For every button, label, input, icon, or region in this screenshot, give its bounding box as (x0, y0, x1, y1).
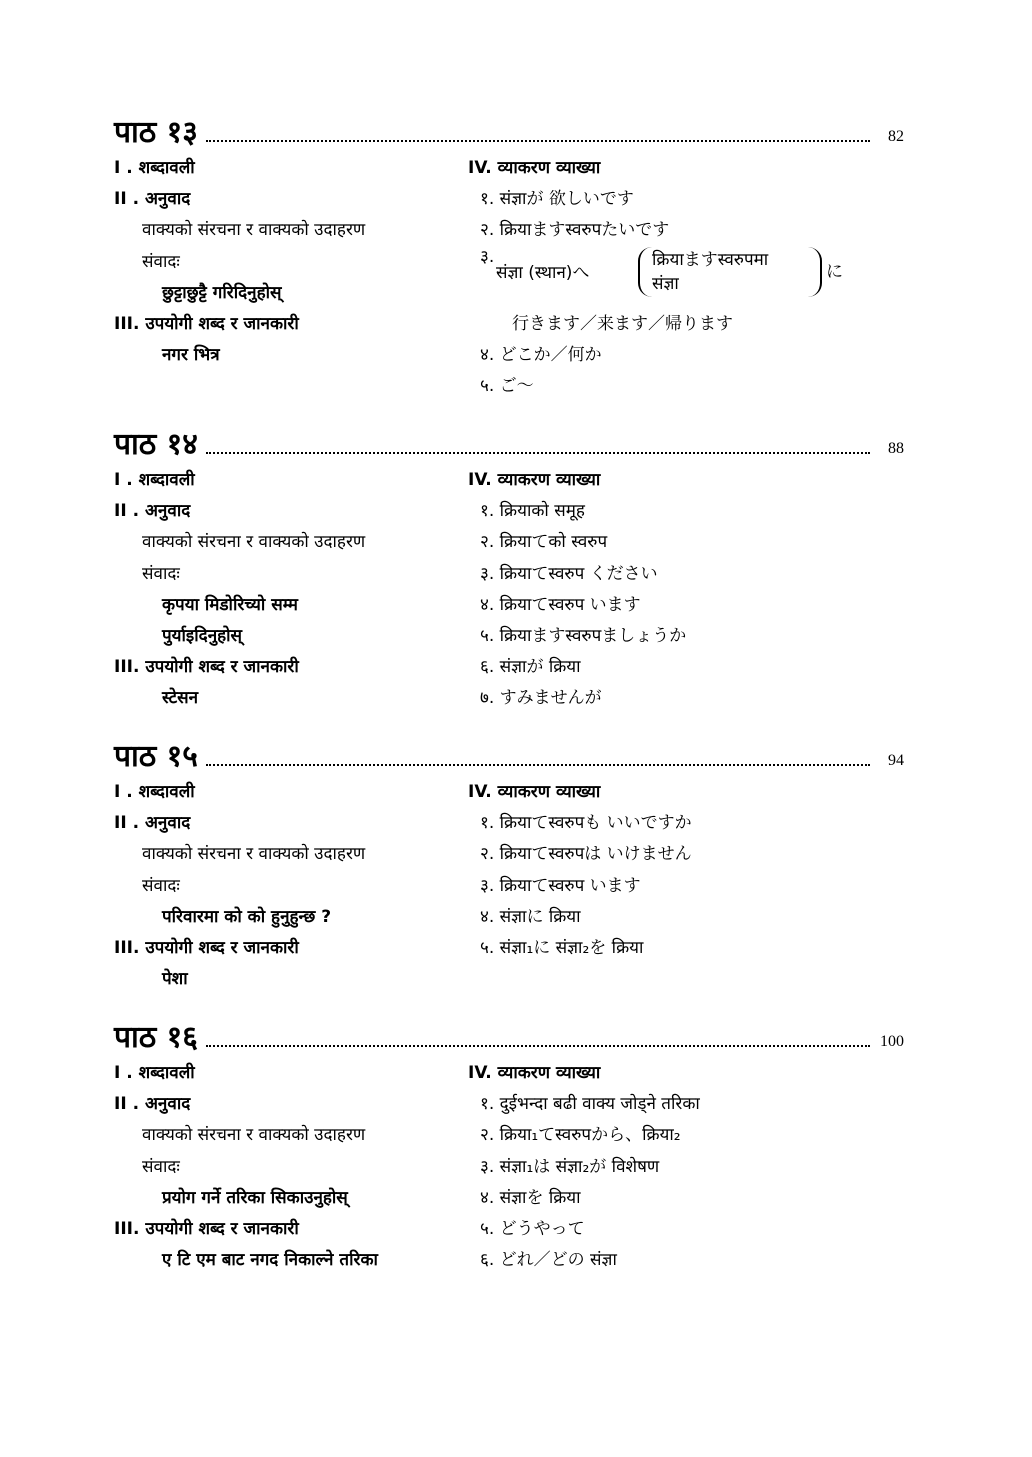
dialogue-label: संवादः (142, 875, 180, 896)
grammar-item: १. क्रियाको समूह (480, 501, 585, 522)
sentence-structure-item: वाक्यको संरचना र वाक्यको उदाहरण (142, 844, 366, 865)
grammar-heading: IV. व्याकरण व्याख्या (468, 1063, 601, 1083)
translation-item: II . अनुवाद (114, 1094, 191, 1115)
grammar-item: ४. संज्ञाを क्रिया (480, 1187, 581, 1208)
grammar-item: १. क्रियाてस्वरुपも いいですか (480, 813, 692, 834)
dialogue-label: संवादः (142, 1156, 180, 1177)
vocabulary-item: I . शब्दावली (114, 782, 195, 802)
sentence-structure-item: वाक्यको संरचना र वाक्यको उदाहरण (142, 1125, 366, 1146)
grammar-contents (468, 465, 908, 715)
lesson-14 (114, 425, 904, 709)
grammar-item: ५. どうやって (480, 1218, 585, 1239)
dialogue-title: परिवारमा को को हुनुहुन्छ ? (162, 906, 332, 927)
lesson-title: पाठ १५ (114, 737, 202, 777)
vocabulary-item: I . शब्दावली (114, 470, 195, 490)
grammar-heading: IV. व्याकरण व्याख्या (468, 470, 601, 490)
page-number: 100 (880, 1033, 904, 1050)
grammar-contents (468, 1058, 908, 1276)
translation-item: II . अनुवाद (114, 189, 191, 210)
lesson-title: पाठ १६ (114, 1018, 202, 1058)
grammar-item-brace (468, 247, 908, 309)
grammar-contents (468, 153, 908, 402)
lesson-title: पाठ १४ (114, 425, 202, 465)
grammar-item: ४. どこか／何か (480, 344, 602, 365)
useful-words-title: पेशा (162, 969, 188, 990)
grammar-noun-place: संज्ञा (स्थान)へ (496, 262, 590, 283)
leader-dots (206, 452, 870, 454)
lesson-heading (114, 425, 904, 465)
page-number: 82 (888, 128, 904, 145)
grammar-item: ४. क्रियाてस्वरुप います (480, 594, 641, 615)
lesson-contents-left (114, 465, 464, 715)
grammar-item: १. दुईभन्दा बढी वाक्य जोड्ने तरिका (480, 1094, 700, 1115)
brace-group (638, 247, 822, 297)
grammar-item: ६. どれ／どの संज्ञा (480, 1250, 617, 1271)
lesson-15 (114, 737, 904, 990)
useful-words-item: III. उपयोगी शब्द र जानकारी (114, 1218, 299, 1239)
page-number: 88 (888, 440, 904, 457)
grammar-contents (468, 777, 908, 964)
lesson-title: पाठ १३ (114, 113, 202, 153)
leader-dots (206, 1045, 870, 1047)
grammar-item: १. संज्ञाが 欲しいです (480, 189, 634, 210)
grammar-item: २. क्रियाてको स्वरुप (480, 532, 608, 553)
grammar-item: ५. क्रियाますस्वरुपましょうか (480, 625, 687, 646)
grammar-item: ३. क्रियाてस्वरुप います (480, 875, 641, 896)
useful-words-item: III. उपयोगी शब्द र जानकारी (114, 313, 299, 334)
page-number: 94 (888, 752, 904, 769)
grammar-item: ३. संज्ञा₁は संज्ञा₂が विशेषण (480, 1156, 660, 1177)
lesson-contents-left (114, 1058, 464, 1276)
vocabulary-item: I . शब्दावली (114, 158, 195, 178)
grammar-item-number: ३. (480, 246, 495, 267)
grammar-item: २. क्रियाますस्वरुपたいです (480, 220, 670, 241)
dialogue-title: प्रयोग गर्ने तरिका सिकाउनुहोस् (162, 1187, 348, 1208)
lesson-13 (114, 113, 904, 396)
useful-words-item: III. उपयोगी शब्द र जानकारी (114, 937, 299, 958)
grammar-heading: IV. व्याकरण व्याख्या (468, 782, 601, 802)
grammar-item: ५. संज्ञा₁に संज्ञा₂を क्रिया (480, 937, 644, 958)
dialogue-title: कृपया मिडोरिच्यो सम्म (162, 594, 298, 615)
dialogue-label: संवादः (142, 251, 180, 272)
grammar-item: ६. संज्ञाが क्रिया (480, 657, 581, 678)
grammar-item: ४. संज्ञाに क्रिया (480, 906, 581, 927)
grammar-item: २. क्रिया₁てस्वरुपから、क्रिया₂ (480, 1125, 681, 1146)
useful-words-item: III. उपयोगी शब्द र जानकारी (114, 657, 299, 678)
leader-dots (206, 140, 870, 142)
lesson-heading (114, 113, 904, 153)
lesson-contents-left (114, 153, 464, 371)
brace-option: संज्ञा (652, 273, 679, 294)
useful-words-title: नगर भित्र (162, 345, 220, 366)
lesson-heading (114, 1018, 904, 1058)
sentence-structure-item: वाक्यको संरचना र वाक्यको उदाहरण (142, 532, 366, 553)
dialogue-title: छुट्टाछुट्टै गरिदिनुहोस् (162, 282, 282, 303)
grammar-item: ७. すみませんが (480, 688, 602, 709)
grammar-item: २. क्रियाてस्वरुपは いけません (480, 844, 692, 865)
dialogue-title: पुर्याइदिनुहोस् (162, 625, 243, 646)
vocabulary-item: I . शब्दावली (114, 1063, 195, 1083)
grammar-verbs: 行きます／来ます／帰ります (512, 313, 733, 334)
translation-item: II . अनुवाद (114, 813, 191, 834)
useful-words-title: ए टि एम बाट नगद निकाल्ने तरिका (162, 1250, 378, 1271)
brace-option: क्रियाますस्वरुपमा (652, 249, 769, 270)
lesson-16 (114, 1018, 904, 1271)
grammar-item: ५. ご～ (480, 375, 534, 396)
useful-words-title: स्टेसन (162, 688, 199, 709)
translation-item: II . अनुवाद (114, 501, 191, 522)
grammar-heading: IV. व्याकरण व्याख्या (468, 158, 601, 178)
leader-dots (206, 764, 870, 766)
dialogue-label: संवादः (142, 563, 180, 584)
lesson-contents-left (114, 777, 464, 995)
grammar-item: ३. क्रियाてस्वरुप ください (480, 563, 658, 584)
grammar-particle: に (826, 261, 843, 282)
sentence-structure-item: वाक्यको संरचना र वाक्यको उदाहरण (142, 220, 366, 241)
lesson-heading (114, 737, 904, 777)
